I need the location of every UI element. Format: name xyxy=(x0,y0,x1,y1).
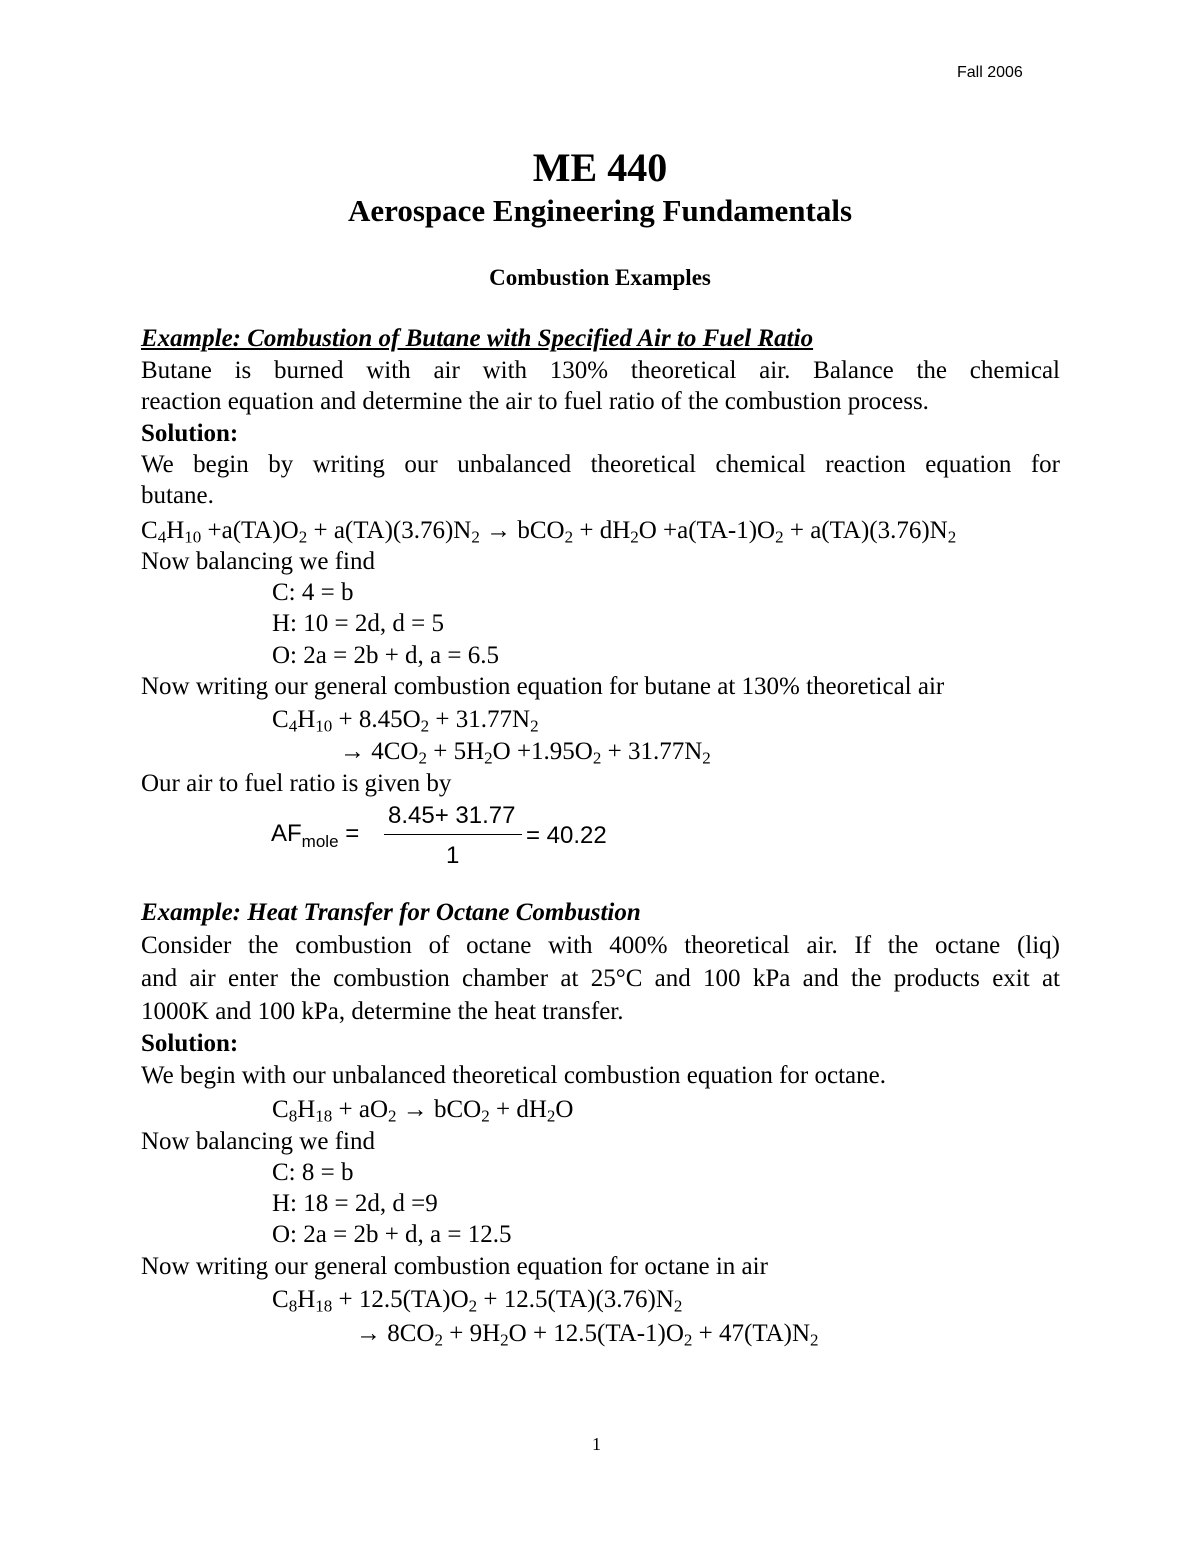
example2-problem-line2: and air enter the combustion chamber at 25°C and 100 kPa and the products exit at xyxy=(141,965,1060,992)
example1-problem-line1: Butane is burned with air with 130% theoretical air. Balance the chemical xyxy=(141,357,1060,384)
course-title: ME 440 xyxy=(532,145,668,190)
example1-balancing-intro: Now balancing we find xyxy=(141,548,375,575)
example1-solution-label: Solution: xyxy=(141,420,239,447)
butane-general-equation-line1: $C_4H_{10} + 8.45O_2 + 31.77N_2$ xyxy=(272,706,539,736)
octane-unbalanced-equation: $C_8H_{18} + aO_2 \to bCO_2 + dH_2O$ xyxy=(272,1096,574,1126)
example1-general-intro: Now writing our general combustion equation for butane at 130% theoretical air xyxy=(141,673,945,700)
example2-balance-hydrogen: H: 18 = 2d, d =9 xyxy=(272,1190,438,1217)
document-topic: Combustion Examples xyxy=(489,265,711,290)
example2-solution-label: Solution: xyxy=(141,1030,239,1057)
example2-problem-line3: 1000K and 100 kPa, determine the heat transfer. xyxy=(141,998,624,1025)
fraction-bar xyxy=(384,834,522,835)
example2-heading: Example: Heat Transfer for Octane Combustion xyxy=(141,899,641,926)
example1-balance-hydrogen: H: 10 = 2d, d = 5 xyxy=(272,610,444,637)
example2-balance-oxygen: O: 2a = 2b + d, a = 12.5 xyxy=(272,1221,512,1248)
example2-balance-carbon: C: 8 = b xyxy=(272,1159,354,1186)
example1-intro-line2: butane. xyxy=(141,482,214,509)
af-mole-label: $AF_{mole}$ = xyxy=(271,820,360,851)
octane-general-equation-line2: → $8CO_2 + 9H_2O + 12.5(TA-1)O_2 + 47(TA)N_2$ xyxy=(356,1320,819,1350)
example1-intro-line1: We begin by writing our unbalanced theoretical chemical reaction equation for xyxy=(141,451,1060,478)
course-subtitle: Aerospace Engineering Fundamentals xyxy=(347,193,853,228)
af-denominator: 1 xyxy=(446,842,460,869)
af-numerator: 8.45+ 31.77 xyxy=(388,802,516,829)
example1-balance-carbon: C: 4 = b xyxy=(272,579,354,606)
semester-label: Fall 2006 xyxy=(957,64,1023,81)
example1-heading: Example: Combustion of Butane with Specified Air to Fuel Ratio xyxy=(141,325,814,352)
example2-balancing-intro: Now balancing we find xyxy=(141,1128,375,1155)
butane-unbalanced-equation: $C_4H_{10} +a(TA)O_2 + a(TA)(3.76)N_2 \to bCO_2 + dH_2O +a(TA-1)O_2 + a(TA)(3.76)N_2$ xyxy=(141,517,957,547)
example2-problem-line1: Consider the combustion of octane with 400% theoretical air. If the octane (liq) xyxy=(141,932,1060,959)
octane-general-equation-line1: $C_8H_{18} + 12.5(TA)O_2 + 12.5(TA)(3.76)N_2$ xyxy=(272,1286,683,1316)
af-result: = 40.22 xyxy=(526,822,607,849)
example2-intro: We begin with our unbalanced theoretical combustion equation for octane. xyxy=(141,1062,886,1089)
butane-general-equation-line2: → $4CO_2 + 5H_2O +1.95O_2 + 31.77N_2$ xyxy=(340,738,711,768)
example1-problem-line2: reaction equation and determine the air to fuel ratio of the combustion process. xyxy=(141,388,929,415)
page-number: 1 xyxy=(592,1434,601,1454)
example1-af-intro: Our air to fuel ratio is given by xyxy=(141,770,452,797)
example1-balance-oxygen: O: 2a = 2b + d, a = 6.5 xyxy=(272,642,499,669)
example2-general-intro: Now writing our general combustion equation for octane in air xyxy=(141,1253,768,1280)
